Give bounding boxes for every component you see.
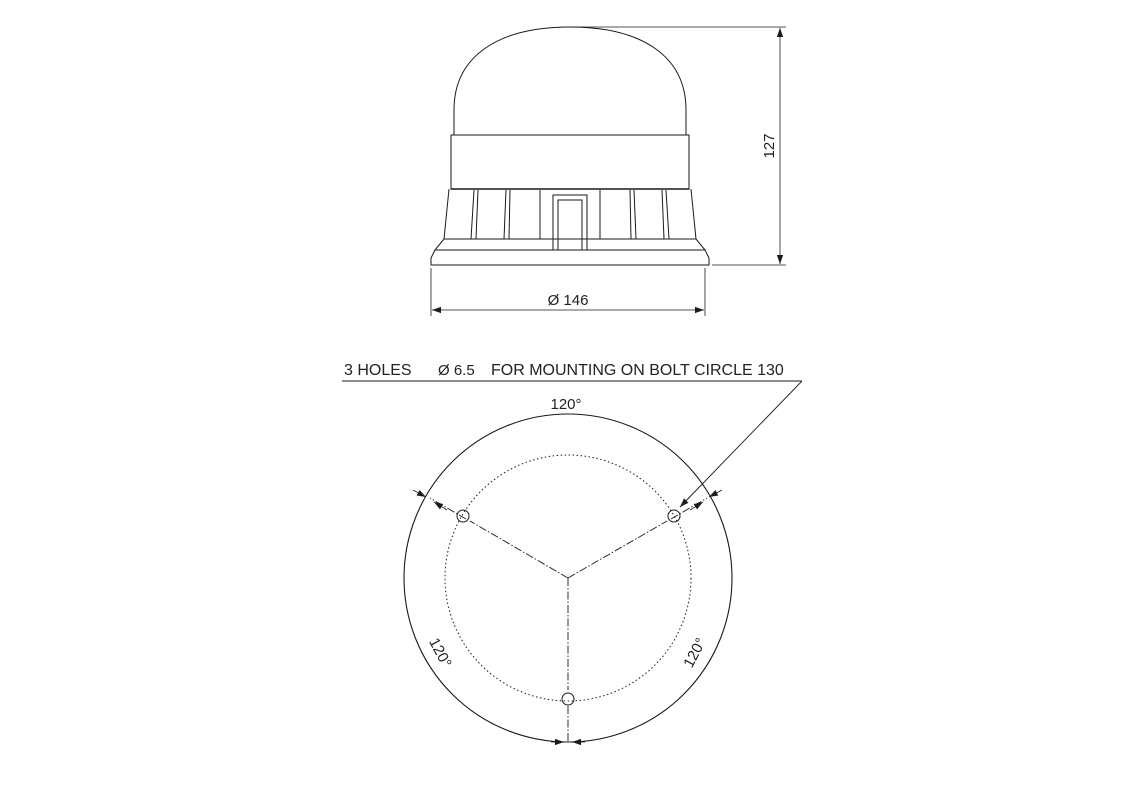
angle-top-label: 120° <box>550 396 582 413</box>
height-dim-label: 127 <box>761 133 778 159</box>
height-dimension <box>572 27 786 265</box>
note-holes: 3 HOLES <box>344 362 412 379</box>
base-body <box>435 189 705 250</box>
angle-right-label: 120° <box>680 635 710 671</box>
note-diameter: Ø 6.5 <box>438 362 475 379</box>
mounting-holes <box>457 510 680 705</box>
lens-band <box>451 135 689 189</box>
base-ribs <box>471 190 669 239</box>
base-foot <box>431 250 709 265</box>
mounting-note <box>342 362 802 507</box>
diameter-dim-label: Ø 146 <box>547 292 589 309</box>
note-text: FOR MOUNTING ON BOLT CIRCLE 130 <box>491 362 784 379</box>
hole-dimension-arrows <box>413 490 722 742</box>
hole-left <box>457 510 469 522</box>
angle-left-label: 120° <box>425 635 455 671</box>
hole-right <box>668 510 680 522</box>
hole-bottom <box>562 693 574 705</box>
dome-outline <box>454 27 686 135</box>
side-view <box>431 27 786 316</box>
top-view <box>404 414 732 742</box>
